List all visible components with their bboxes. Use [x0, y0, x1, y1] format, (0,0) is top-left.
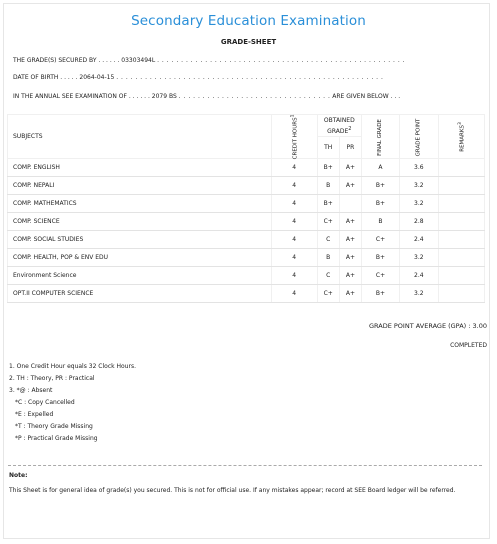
- remarks-cell: [438, 285, 484, 303]
- pr-grade-cell: A+: [339, 249, 361, 267]
- footnote-item: 3. *@ : Absent: [9, 387, 53, 394]
- exam-label: IN THE ANNUAL SEE EXAMINATION OF . . . . . .: [13, 93, 150, 100]
- note-label: Note:: [9, 472, 28, 479]
- remarks-cell: [438, 213, 484, 231]
- table-row: [8, 267, 485, 285]
- credit-cell: 4: [271, 213, 317, 231]
- grade-secured-line: [13, 57, 405, 64]
- subject-cell: COMP. ENGLISH: [8, 159, 272, 177]
- header-pr: PR: [339, 137, 361, 159]
- remarks-cell: [438, 195, 484, 213]
- pr-grade-cell: [339, 195, 361, 213]
- pr-grade-cell: A+: [339, 177, 361, 195]
- table-row: [8, 177, 485, 195]
- credit-cell: 4: [271, 177, 317, 195]
- dotted-fill: . . . . . . . . . . . . . . . . . . . . . . . . . . . . . . . . . . . . . . . . . . . . . . . . . . . .: [157, 57, 406, 64]
- subject-cell: Environment Science: [8, 267, 272, 285]
- footnote-item: 2. TH : Theory, PR : Practical: [9, 375, 95, 382]
- header-th: TH: [317, 137, 339, 159]
- pr-grade-cell: A+: [339, 213, 361, 231]
- gpa-label: GRADE POINT AVERAGE (GPA) :: [368, 322, 471, 330]
- th-grade-cell: B+: [317, 195, 339, 213]
- header-subjects: SUBJECTS: [8, 115, 272, 159]
- gpa-line: [369, 322, 487, 330]
- final-grade-cell: B+: [362, 195, 400, 213]
- credit-cell: 4: [271, 195, 317, 213]
- footnotes: [9, 361, 136, 445]
- th-grade-cell: C: [317, 267, 339, 285]
- table-row: [8, 231, 485, 249]
- final-grade-cell: B+: [362, 285, 400, 303]
- grade-point-cell: 2.4: [399, 231, 438, 249]
- final-grade-cell: B: [362, 213, 400, 231]
- pr-grade-cell: A+: [339, 231, 361, 249]
- credit-cell: 4: [271, 249, 317, 267]
- subject-cell: OPT.II COMPUTER SCIENCE: [8, 285, 272, 303]
- subject-cell: COMP. MATHEMATICS: [8, 195, 272, 213]
- credit-cell: 4: [271, 285, 317, 303]
- note-text: This Sheet is for general idea of grade(s) you secured. This is not for official use. If any mistakes appear; record at SEE Board ledger will be referred.: [9, 487, 456, 494]
- symbol-number: 03303494L: [121, 57, 156, 64]
- dotted-fill: . . . . . . . . . . . . . . . . . . . . . . . . . . . . . . . .: [178, 93, 331, 100]
- status-completed: COMPLETED: [450, 342, 487, 349]
- final-grade-cell: C+: [362, 267, 400, 285]
- grade-point-cell: 3.2: [399, 177, 438, 195]
- dob-label: DATE OF BIRTH . . . . .: [13, 74, 78, 81]
- dob-value: 2064-04-15: [79, 74, 115, 81]
- remarks-cell: [438, 267, 484, 285]
- remarks-cell: [438, 159, 484, 177]
- grade-point-cell: 3.6: [399, 159, 438, 177]
- exam-line: [13, 93, 400, 100]
- final-grade-cell: B+: [362, 177, 400, 195]
- table-row: [8, 213, 485, 231]
- page-title: Secondary Education Examination: [131, 13, 366, 29]
- subject-cell: COMP. SOCIAL STUDIES: [8, 231, 272, 249]
- grade-point-cell: 3.2: [399, 249, 438, 267]
- subject-cell: COMP. SCIENCE: [8, 213, 272, 231]
- header-obtained-grade: OBTAINED GRADE$^2$: [317, 115, 362, 137]
- footnote-item: *E : Expelled: [15, 411, 54, 418]
- grades-table: [7, 114, 485, 303]
- remarks-cell: [438, 249, 484, 267]
- final-grade-cell: B+: [362, 249, 400, 267]
- page-subtitle: GRADE-SHEET: [220, 38, 277, 46]
- exam-suffix: ARE GIVEN BELOW . . .: [332, 93, 401, 100]
- footnote-item: *T : Theory Grade Missing: [15, 423, 93, 430]
- subject-cell: COMP. NEPALI: [8, 177, 272, 195]
- th-grade-cell: C: [317, 231, 339, 249]
- table-row: [8, 195, 485, 213]
- pr-grade-cell: A+: [339, 159, 361, 177]
- pr-grade-cell: A+: [339, 267, 361, 285]
- grade-point-cell: 2.8: [399, 213, 438, 231]
- th-grade-cell: C+: [317, 285, 339, 303]
- dotted-fill: . . . . . . . . . . . . . . . . . . . . . . . . . . . . . . . . . . . . . . . . . . . . . . . . . . . . . . . .: [116, 74, 384, 81]
- header-remarks: REMARKS$^3$: [438, 115, 484, 159]
- remarks-cell: [438, 177, 484, 195]
- credit-cell: 4: [271, 231, 317, 249]
- dob-line: [13, 74, 383, 81]
- exam-year: 2079 BS: [151, 93, 177, 100]
- th-grade-cell: B: [317, 249, 339, 267]
- header-final-grade: FINAL GRADE: [362, 115, 400, 159]
- remarks-cell: [438, 231, 484, 249]
- footnote-item: *C : Copy Cancelled: [15, 399, 75, 406]
- final-grade-cell: A: [362, 159, 400, 177]
- table-row: [8, 285, 485, 303]
- th-grade-cell: C+: [317, 213, 339, 231]
- grade-point-cell: 3.2: [399, 195, 438, 213]
- credit-cell: 4: [271, 267, 317, 285]
- table-row: [8, 159, 485, 177]
- th-grade-cell: B: [317, 177, 339, 195]
- grade-secured-label: THE GRADE(S) SECURED BY . . . . . .: [13, 57, 120, 64]
- header-grade-point: GRADE POINT: [399, 115, 438, 159]
- final-grade-cell: C+: [362, 231, 400, 249]
- grade-point-cell: 2.4: [399, 267, 438, 285]
- gpa-value: 3.00: [472, 322, 487, 330]
- th-grade-cell: B+: [317, 159, 339, 177]
- header-credit-hours: CREDIT HOURS$^1$: [271, 115, 317, 159]
- footnote-item: 1. One Credit Hour equals 32 Clock Hours.: [9, 363, 136, 370]
- grade-point-cell: 3.2: [399, 285, 438, 303]
- table-row: [8, 249, 485, 267]
- pr-grade-cell: A+: [339, 285, 361, 303]
- credit-cell: 4: [271, 159, 317, 177]
- footnote-item: *P : Practical Grade Missing: [15, 435, 98, 442]
- subject-cell: COMP. HEALTH, POP & ENV EDU: [8, 249, 272, 267]
- divider: [8, 465, 482, 466]
